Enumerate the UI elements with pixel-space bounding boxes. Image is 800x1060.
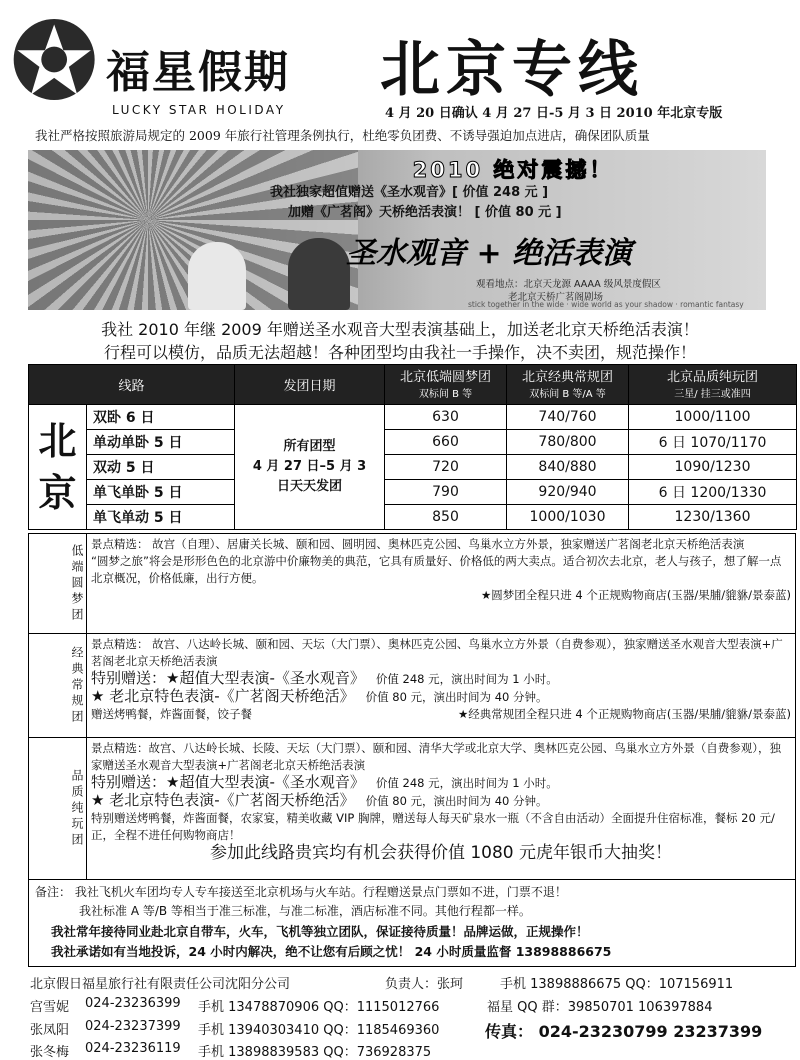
- contact-name: 张冬梅: [30, 1045, 70, 1060]
- table-row: [29, 405, 797, 430]
- page-title: 北京专线: [380, 35, 644, 105]
- price-table: [28, 364, 797, 530]
- price-cell: 920/940: [507, 480, 629, 505]
- manager-phone: 手机 13898886675 QQ：107156911: [500, 977, 734, 992]
- price-cell: 850: [385, 505, 507, 530]
- promo-banner: [28, 150, 766, 310]
- meals-note: 特别赠送烤鸭餐，炸酱面餐，农家宴，精美收藏 VIP 胸牌，赠送每人每天矿泉水一瓶（不含自由活动）全面提升住宿标准，餐标 20 元/正，全程不进任何购物商店！: [91, 811, 775, 842]
- policy-statement: 我社严格按照旅游局规定的 2009 年旅行社管理条例执行，杜绝零负团费、不诱导强迫加点进店，确保团队质量: [35, 128, 650, 143]
- banner-offer-1: 我社独家超值赠送《圣水观音》[ 价值 248 元 ]: [270, 185, 549, 200]
- city-label: 北 京: [29, 405, 87, 530]
- price-cell: 660: [385, 430, 507, 455]
- remark-line: 我社常年接待同业赴北京自带车，火车，飞机等独立团队，保证接待质量！品牌运做，正规操作！: [51, 924, 589, 939]
- contact-tel: 024-23236399: [85, 996, 181, 1011]
- price-cell: 720: [385, 455, 507, 480]
- banner-headline: 2010 绝对震撼！: [412, 158, 614, 182]
- logo-text: 福星假期: [106, 47, 290, 98]
- section-label: 品质纯玩团: [29, 738, 87, 880]
- manager: 负责人：张珂: [385, 977, 464, 992]
- col-header-low-end: 北京低端圆梦团 双标间 B 等: [385, 365, 507, 405]
- price-cell: 740/760: [507, 405, 629, 430]
- price-cell: 1090/1230: [629, 455, 797, 480]
- price-cell: 780/800: [507, 430, 629, 455]
- price-cell: 840/880: [507, 455, 629, 480]
- banner-calligraphy: 圣水观音 + 绝活表演: [346, 236, 633, 271]
- gift-show-1-info: 价值 248 元，演出时间为 1 小时。: [375, 776, 558, 790]
- classic-section: [29, 634, 796, 738]
- performer-image: [188, 242, 246, 310]
- col-header-departure: 发团日期: [235, 365, 385, 405]
- price-cell: 1230/1360: [629, 505, 797, 530]
- section-body: [87, 738, 796, 880]
- attractions: 景点精选： 故宫（自理）、居庸关长城、颐和园、圆明园、奥林匹克公园、鸟巢水立方外景，独家赠送广茗阁老北京天桥绝活表演: [91, 537, 745, 551]
- gift-show-1: ★超值大型表演-《圣水观音》: [166, 773, 365, 791]
- route-name: 单飞单动 5 日: [87, 505, 235, 530]
- price-cell: 790: [385, 480, 507, 505]
- gift-show-1-info: 价值 248 元，演出时间为 1 小时。: [375, 672, 558, 686]
- col-header-classic: 北京经典常规团 双标间 B 等/A 等: [507, 365, 629, 405]
- gift-prefix: 特别赠送：: [91, 773, 167, 791]
- table-row: [29, 455, 797, 480]
- section-body: [87, 534, 796, 634]
- remark-line: 我社承诺如有当地投诉，24 小时内解决，绝不让您有后顾之忧！ 24 小时质量监督 13898886675: [51, 944, 612, 959]
- price-cell: 6 日 1200/1330: [629, 480, 797, 505]
- section-label: 低端圆梦团: [29, 534, 87, 634]
- banner-offer-2: 加赠《广茗阁》天桥绝活表演！ [ 价值 80 元 ]: [288, 205, 562, 220]
- section-body: [87, 634, 796, 738]
- banner-venue: 观看地点：北京天龙源 AAAA 级风景度假区: [476, 279, 661, 290]
- gift-show-2-info: 价值 80 元，演出时间为 40 分钟。: [365, 794, 548, 808]
- route-name: 双动 5 日: [87, 455, 235, 480]
- remark-line: 我社标准 A 等/B 等相当于准三标准，与准二标准，酒店标准不同。其他行程都一样。: [79, 904, 531, 918]
- route-name: 单飞单卧 5 日: [87, 480, 235, 505]
- remark-line: 备注： 我社飞机火车团均专人专车接送至北京机场与火车站。行程赠送景点门票如不进，门票不退！: [35, 885, 567, 899]
- banner-tagline: stick together in the wide · wide world as your shadow · romantic fantasy: [468, 300, 744, 309]
- shopping-note: ★经典常规团全程只进 4 个正规购物商店(玉器/果脯/貔貅/景泰蓝): [457, 707, 791, 721]
- performer-image: [288, 238, 350, 310]
- intro-line-1: 我社 2010 年继 2009 年赠送圣水观音大型表演基础上，加送老北京天桥绝活表演！: [101, 320, 699, 339]
- itinerary-descriptions: [28, 533, 796, 880]
- price-cell: 1000/1030: [507, 505, 629, 530]
- price-cell: 6 日 1070/1170: [629, 430, 797, 455]
- contact-mobile: 手机 13898839583 QQ：736928375: [198, 1045, 432, 1060]
- table-row: [29, 430, 797, 455]
- prize-draw: 参加此线路贵宾均有机会获得价值 1080 元虎年银币大抽奖！: [209, 843, 673, 863]
- attractions: 景点精选： 故宫、八达岭长城、颐和园、天坛（大门票）、奥林匹克公园、鸟巢水立方外景（自费参观），独家赠送圣水观音大型表演+广茗阁老北京天桥绝活表演: [91, 637, 783, 668]
- departure-info: 所有团型 4 月 27 日–5 月 3 日天天发团: [235, 405, 385, 530]
- contact-name: 张凤阳: [30, 1023, 70, 1038]
- gift-show-2: ★ 老北京特色表演-《广茗阁天桥绝活》: [91, 687, 355, 705]
- section-label: 经典常规团: [29, 634, 87, 738]
- contact-tel: 024-23237399: [85, 1019, 181, 1034]
- contact-tel: 024-23236119: [85, 1041, 181, 1056]
- attractions: 景点精选：故宫、八达岭长城、长陵、天坛（大门票）、颐和园、清华大学或北京大学、奥林匹克公园、鸟巢水立方外景（自费参观），独家赠送圣水观音大型表演+广茗阁老北京天桥绝活表演: [91, 741, 781, 772]
- premium-section: [29, 738, 796, 880]
- col-header-premium: 北京品质纯玩团 三星/ 挂三或准四: [629, 365, 797, 405]
- route-name: 双卧 6 日: [87, 405, 235, 430]
- logo-subtitle: LUCKY STAR HOLIDAY: [112, 103, 286, 117]
- route-name: 单动单卧 5 日: [87, 430, 235, 455]
- price-cell: 630: [385, 405, 507, 430]
- contact-name: 宫雪妮: [30, 1000, 70, 1015]
- meals-note: 赠送烤鸭餐，炸酱面餐，饺子餐: [91, 707, 252, 721]
- contact-mobile: 手机 13478870906 QQ：1115012766: [198, 1000, 440, 1015]
- star-logo-icon: [10, 12, 102, 107]
- table-row: [29, 505, 797, 530]
- fax-number: 传真： 024-23230799 23237399: [485, 1022, 763, 1041]
- price-cell: 1000/1100: [629, 405, 797, 430]
- description: “圆梦之旅”将会是形形色色的北京游中价廉物美的典范，它具有质量好、价格低的两大卖点。适合初次去北京，老人与孩子，想了解一点北京概况，价格低廉，出行方便。: [91, 554, 782, 585]
- remarks-box: [28, 879, 796, 967]
- col-header-route: 线路: [29, 365, 235, 405]
- gift-prefix: 特别赠送：: [91, 669, 167, 687]
- gift-show-1: ★超值大型表演-《圣水观音》: [166, 669, 365, 687]
- gift-show-2: ★ 老北京特色表演-《广茗阁天桥绝活》: [91, 791, 355, 809]
- low-end-section: [29, 534, 796, 634]
- banner-venue-2: 老北京天桥广茗阁剧场: [508, 292, 604, 303]
- gift-show-2-info: 价值 80 元，演出时间为 40 分钟。: [365, 690, 548, 704]
- shopping-note: ★圆梦团全程只进 4 个正规购物商店(玉器/果脯/貔貅/景泰蓝): [480, 588, 791, 602]
- intro-line-2: 行程可以模仿，品质无法超越！各种团型均由我社一手操作，决不卖团，规范操作！: [103, 343, 696, 362]
- table-row: [29, 480, 797, 505]
- date-line: 4 月 20 日确认 4 月 27 日-5 月 3 日 2010 年北京专版: [385, 106, 723, 121]
- contact-mobile: 手机 13940303410 QQ：1185469360: [198, 1023, 440, 1038]
- qq-group: 福星 QQ 群：39850701 106397884: [487, 1000, 713, 1015]
- company-name: 北京假日福星旅行社有限责任公司沈阳分公司: [30, 977, 291, 992]
